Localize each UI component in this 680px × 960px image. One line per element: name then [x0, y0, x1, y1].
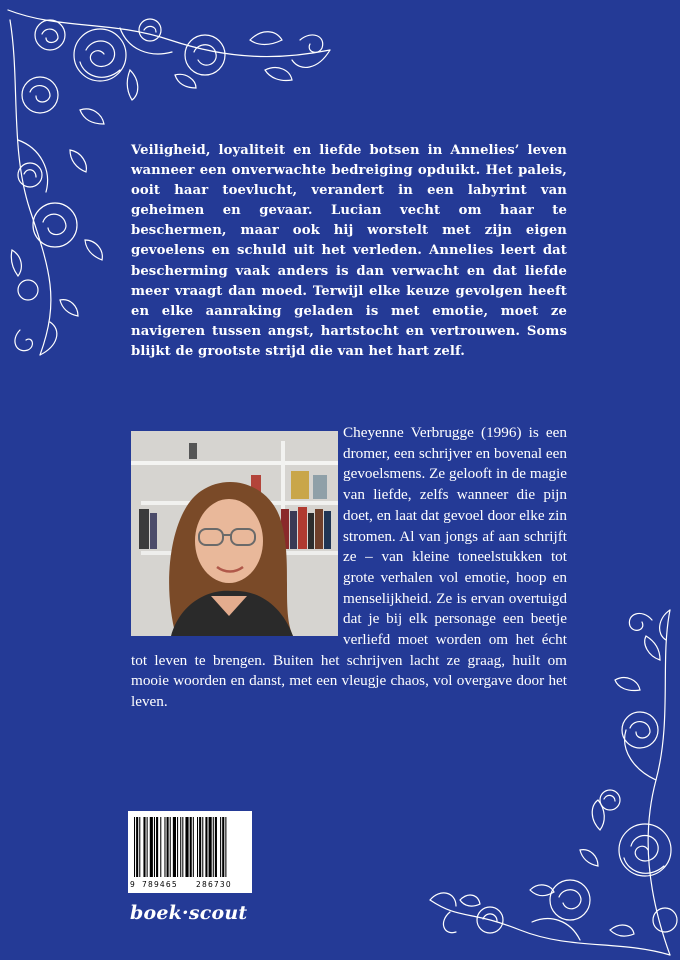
- barcode-bar: [134, 817, 135, 877]
- barcode-bar: [215, 817, 217, 877]
- barcode-bar: [180, 817, 181, 877]
- barcode-bars: [128, 811, 252, 879]
- barcode-bar: [177, 817, 178, 877]
- barcode-bar: [150, 817, 153, 877]
- barcode-bar: [202, 817, 203, 877]
- barcode-bar: [160, 817, 161, 877]
- barcode-bar: [147, 817, 148, 877]
- barcode-bar: [213, 817, 214, 877]
- author-bio-text: Cheyenne Verbrugge (1996) is een dromer, een schrijver en bovenal een gevoelsmens. Ze gelooft in de magie van liefde, zelfs wanneer die pijn doet, en laat dat gevoel door elke zin stromen. Al van jongs af aan schrijft ze – van kleine toneelstukken tot grote verhalen vol emotie, hoop en menselijkheid. Ze is ervan overtuigd dat je bij elk personage een beetje verliefd moet worden om het écht tot leven te brengen. Buiten het schrijven lacht ze graag, huilt om mooie woorden en danst, met een vleugje chaos, vol overgave door het leven.: [131, 424, 567, 711]
- barcode-bar: [225, 817, 226, 877]
- publisher-logo-left: boek: [130, 902, 183, 924]
- barcode-bar: [139, 817, 140, 877]
- barcode-bar: [167, 817, 169, 877]
- barcode-bar: [220, 817, 221, 877]
- barcode-bar: [185, 817, 188, 877]
- barcode-bar: [197, 817, 198, 877]
- barcode-bar: [199, 817, 201, 877]
- barcode-bar: [193, 817, 194, 877]
- author-biography: [131, 423, 567, 713]
- barcode-bar: [164, 817, 165, 877]
- barcode-bar: [209, 817, 212, 877]
- publisher-logo-right: scout: [188, 902, 248, 924]
- barcode-bar: [182, 817, 183, 877]
- barcode-bar: [154, 817, 155, 877]
- back-cover-blurb: Veiligheid, loyaliteit en liefde botsen in Annelies’ leven wanneer een onverwachte bedreiging opduikt. Het paleis, ooit haar toevlucht, verandert in een labyrint van geheimen en gevaar. Lucian vecht om haar te beschermen, maar ook hij worstelt met zijn eigen gevoelens en schuld uit het verleden. Annelies leert dat bescherming vaak anders is dan verwacht en dat liefde meer vraagt dan moed. Terwijl elke keuze gevolgen heeft en elke aanraking geladen is met emotie, moet ze navigeren tussen angst, hartstocht en vertrouwen. Soms blijkt de grootste strijd die van het hart zelf.: [131, 143, 567, 359]
- barcode-left-digits: 789465: [142, 880, 178, 889]
- photo-text-wrap-spacer: [131, 423, 343, 641]
- barcode-bar: [173, 817, 176, 877]
- barcode-bar: [143, 817, 145, 877]
- barcode-bar: [170, 817, 171, 877]
- barcode-number: [128, 879, 252, 893]
- barcode-bar: [190, 817, 192, 877]
- barcode-bar: [136, 817, 138, 877]
- barcode-first-digit: 9: [130, 880, 135, 889]
- isbn-barcode: [128, 811, 252, 893]
- barcode-bar: [156, 817, 158, 877]
- barcode-right-digits: 286730: [196, 880, 232, 889]
- publisher-logo: [130, 902, 247, 924]
- publisher-logo-dot: ·: [182, 902, 189, 924]
- barcode-bar: [205, 817, 207, 877]
- barcode-bar: [222, 817, 224, 877]
